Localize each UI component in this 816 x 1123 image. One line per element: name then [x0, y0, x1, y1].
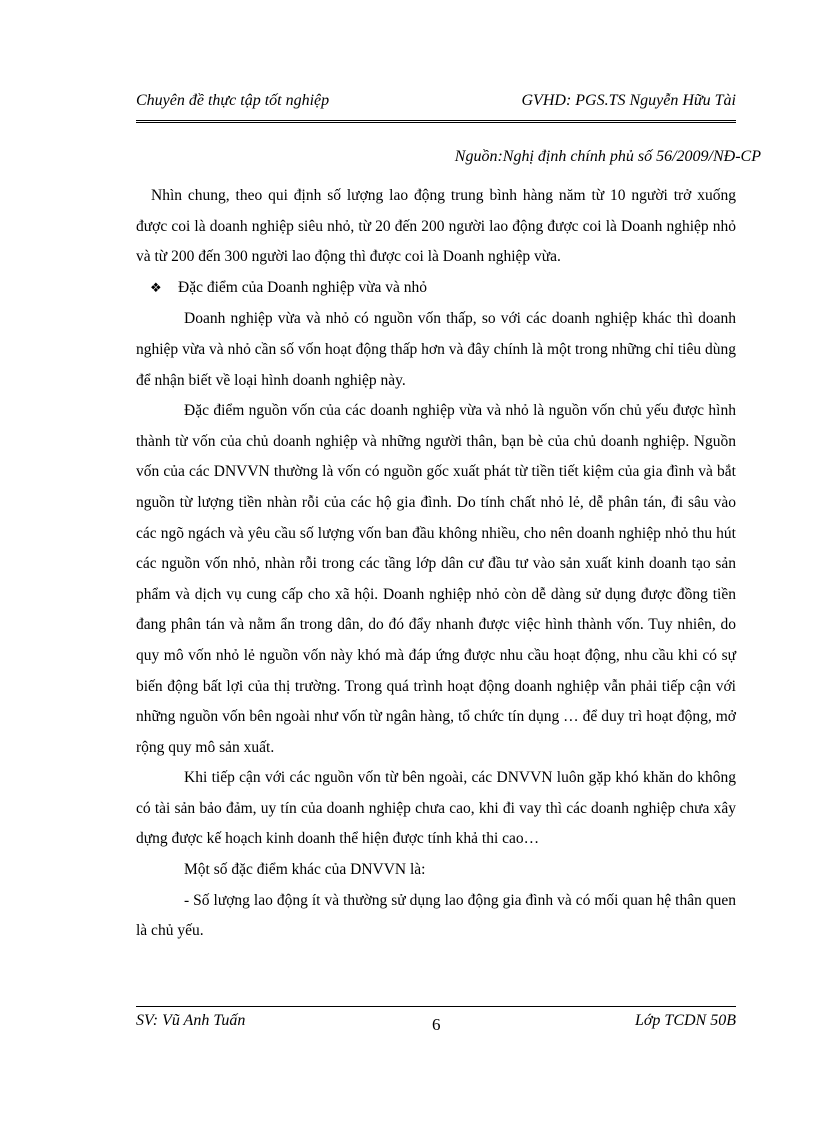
- source-citation: Nguồn:Nghị định chính phủ số 56/2009/NĐ-CP: [454, 148, 761, 165]
- diamond-bullet-icon: ❖: [150, 280, 162, 296]
- paragraph-external-capital: Khi tiếp cận với các nguồn vốn từ bên ngoài, các DNVVN luôn gặp khó khăn do không có tài sản bảo đảm, uy tín của doanh nghiệp chưa cao, khi đi vay thì các doanh nghiệp chưa xây dựng được kế hoạch kinh doanh thể hiện được tính khả thi cao…: [136, 769, 736, 848]
- paragraph-low-capital: Doanh nghiệp vừa và nhỏ có nguồn vốn thấp, so với các doanh nghiệp khác thì doanh nghiệp vừa và nhỏ cần số vốn hoạt động thấp hơn và đây chính là một trong những chỉ tiêu dùng để nhận biết về loại hình doanh nghiệp này.: [136, 310, 736, 389]
- paragraph-employee-criteria: Nhìn chung, theo qui định số lượng lao động trung bình hàng năm từ 10 người trở xuống được coi là doanh nghiệp siêu nhỏ, từ 20 đến 200 người lao động được coi là Doanh nghiệp nhỏ và từ 200 đến 300 người lao động thì được coi là Doanh nghiệp vừa.: [136, 187, 736, 266]
- page-header: [136, 86, 736, 123]
- paragraph-other-features: Một số đặc điểm khác của DNVVN là:: [184, 861, 426, 879]
- header-supervisor: GVHD: PGS.TS Nguyễn Hữu Tài: [521, 92, 736, 109]
- paragraph-capital-source: Đặc điểm nguồn vốn của các doanh nghiệp vừa và nhỏ là nguồn vốn chủ yếu được hình thành từ vốn của chủ doanh nghiệp và những người thân, bạn bè của chủ doanh nghiệp. Nguồn vốn của các DNVVN thường là vốn có nguồn gốc xuất phát từ tiền tiết kiệm của gia đình và bắt nguồn từ lượng tiền nhàn rỗi của các hộ gia đình. Do tính chất nhỏ lẻ, dễ phân tán, đi sâu vào các ngõ ngách và yêu cầu số lượng vốn ban đầu không nhiều, cho nên doanh nghiệp nhỏ thu hút các nguồn vốn nhỏ, nhàn rỗi trong các tầng lớp dân cư đầu tư vào sản xuất kinh doanh tạo sản phẩm và dịch vụ cung cấp cho xã hội. Doanh nghiệp nhỏ còn dễ dàng sử dụng được đồng tiền đang phân tán và nằm ẩn trong dân, do đó đẩy nhanh được việc hình thành vốn. Tuy nhiên, do quy mô vốn nhỏ lẻ nguồn vốn này khó mà đáp ứng được nhu cầu hoạt động, nhu cầu khi có sự biến động bất lợi của thị trường. Trong quá trình hoạt động doanh nghiệp vẫn phải tiếp cận với những nguồn vốn bên ngoài như vốn từ ngân hàng, tổ chức tín dụng … để duy trì hoạt động, mở rộng quy mô sản xuất.: [136, 402, 736, 756]
- bullet-heading-text: Đặc điểm của Doanh nghiệp vừa và nhỏ: [178, 278, 427, 296]
- page-footer: [136, 1006, 736, 1037]
- footer-class: Lớp TCDN 50B: [634, 1012, 736, 1029]
- body-content: [136, 181, 736, 947]
- bullet-heading: [136, 273, 736, 305]
- footer-student-name: SV: Vũ Anh Tuấn: [136, 1012, 246, 1029]
- page-number: 6: [432, 1015, 441, 1034]
- paragraph-labor-feature: - Số lượng lao động ít và thường sử dụng lao động gia đình và có mối quan hệ thân quen là chủ yếu.: [136, 891, 736, 940]
- header-document-title: Chuyên đề thực tập tốt nghiệp: [136, 92, 330, 109]
